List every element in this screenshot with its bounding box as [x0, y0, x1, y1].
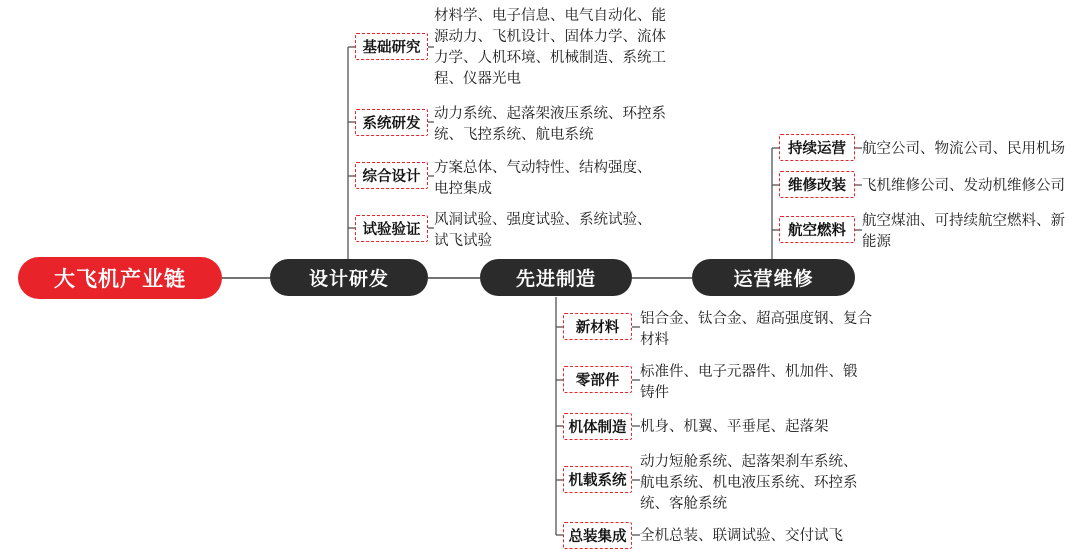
root-node-label: 大飞机产业链: [54, 268, 186, 291]
sub-node-operations[interactable]: [779, 134, 855, 161]
branch-node-manufacturing-label: 先进制造: [515, 269, 596, 290]
root-node[interactable]: [18, 257, 222, 299]
sub-node-test-verification[interactable]: [355, 215, 428, 242]
leaf-text-airborne-systems: 动力短舱系统、起落架刹车系统、航电系统、机电液压系统、环控系统、客舱系统: [640, 454, 858, 513]
sub-node-airframe[interactable]: [563, 413, 632, 440]
leaf-text-test-verification: 风洞试验、强度试验、系统试验、试飞试验: [434, 212, 652, 250]
sub-node-aviation-fuel[interactable]: [779, 216, 855, 243]
branch-node-manufacturing[interactable]: [480, 259, 632, 296]
sub-node-basic-research-label: 基础研究: [362, 40, 421, 56]
sub-node-integrated-design[interactable]: [355, 162, 428, 189]
sub-node-system-rd-label: 系统研发: [362, 116, 421, 132]
branch-node-operations-label: 运营维修: [733, 269, 814, 290]
sub-node-components-label: 零部件: [575, 373, 620, 389]
sub-node-system-rd[interactable]: [355, 109, 428, 136]
branch-node-operations[interactable]: [692, 259, 855, 296]
sub-node-basic-research[interactable]: [355, 33, 428, 60]
sub-node-new-materials[interactable]: [563, 313, 632, 340]
sub-node-integrated-design-label: 综合设计: [362, 169, 421, 185]
leaf-text-aviation-fuel: 航空煤油、可持续航空燃料、新能源: [862, 213, 1065, 251]
leaf-text-operations: 航空公司、物流公司、民用机场: [862, 141, 1065, 157]
sub-node-aviation-fuel-label: 航空燃料: [788, 223, 846, 239]
sub-node-final-assembly-label: 总装集成: [568, 529, 627, 545]
branch-node-design[interactable]: [270, 259, 428, 296]
sub-node-test-verification-label: 试验验证: [362, 222, 421, 238]
leaf-text-integrated-design: 方案总体、气动特性、结构强度、电控集成: [434, 160, 652, 198]
leaf-text-new-materials: 铝合金、钛合金、超高强度钢、复合材料: [640, 311, 872, 349]
sub-node-final-assembly[interactable]: [563, 522, 632, 549]
sub-node-new-materials-label: 新材料: [575, 320, 620, 336]
branch-node-design-label: 设计研发: [308, 269, 389, 290]
leaf-text-maintenance: 飞机维修公司、发动机维修公司: [862, 178, 1065, 194]
sub-node-maintenance[interactable]: [779, 171, 855, 198]
sub-node-airframe-label: 机体制造: [568, 420, 627, 436]
sub-node-components[interactable]: [563, 366, 632, 393]
leaf-text-final-assembly: 全机总装、联调试验、交付试飞: [640, 528, 843, 544]
sub-node-operations-label: 持续运营: [788, 141, 846, 157]
sub-node-maintenance-label: 维修改装: [788, 178, 846, 194]
leaf-text-system-rd: 动力系统、起落架液压系统、环控系统、飞控系统、航电系统: [434, 106, 666, 144]
leaf-text-basic-research: 材料学、电子信息、电气自动化、能源动力、飞机设计、固体力学、流体力学、人机环境、机械制造、系统工程、仪器光电: [434, 8, 666, 88]
sub-node-airborne-systems[interactable]: [563, 466, 632, 493]
leaf-text-components: 标准件、电子元器件、机加件、锻铸件: [640, 364, 858, 402]
leaf-text-airframe: 机身、机翼、平垂尾、起落架: [640, 419, 829, 435]
sub-node-airborne-systems-label: 机载系统: [568, 473, 627, 489]
